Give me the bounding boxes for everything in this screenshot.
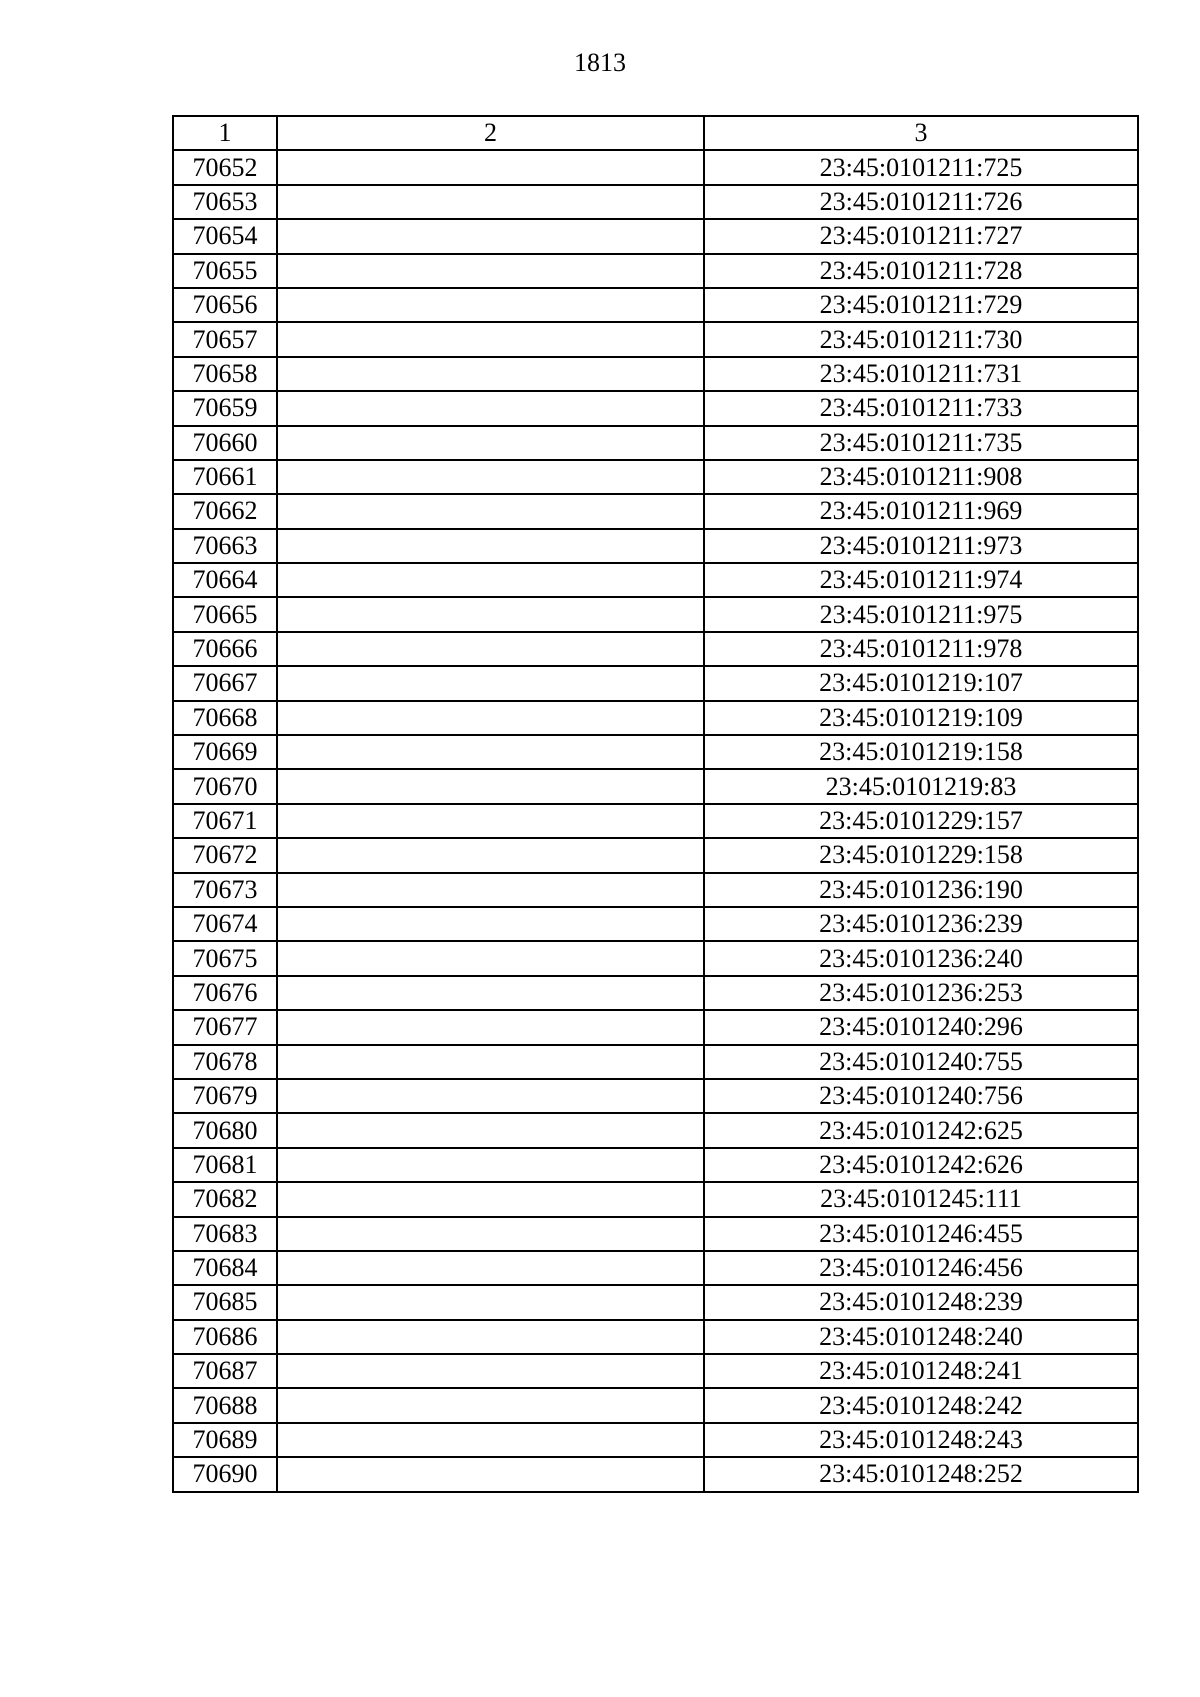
cadastral-number-cell: 23:45:0101219:83 — [704, 769, 1138, 803]
row-number-cell: 70662 — [173, 494, 277, 528]
row-empty-cell — [277, 632, 704, 666]
cadastral-number-cell: 23:45:0101211:730 — [704, 322, 1138, 356]
cadastral-number-cell: 23:45:0101211:735 — [704, 426, 1138, 460]
table-row — [173, 150, 1138, 184]
cadastral-number-cell: 23:45:0101211:731 — [704, 357, 1138, 391]
row-empty-cell — [277, 838, 704, 872]
cadastral-number-cell: 23:45:0101211:969 — [704, 494, 1138, 528]
table-row — [173, 735, 1138, 769]
table-row — [173, 666, 1138, 700]
row-number-cell: 70664 — [173, 563, 277, 597]
row-empty-cell — [277, 322, 704, 356]
table-row — [173, 769, 1138, 803]
table-row — [173, 1217, 1138, 1251]
cadastral-number-cell: 23:45:0101211:725 — [704, 150, 1138, 184]
cadastral-number-cell: 23:45:0101211:733 — [704, 391, 1138, 425]
table-row — [173, 838, 1138, 872]
row-number-cell: 70683 — [173, 1217, 277, 1251]
cadastral-number-cell: 23:45:0101219:109 — [704, 701, 1138, 735]
row-number-cell: 70689 — [173, 1423, 277, 1457]
row-empty-cell — [277, 1457, 704, 1491]
table-row — [173, 1354, 1138, 1388]
row-number-cell: 70670 — [173, 769, 277, 803]
row-number-cell: 70681 — [173, 1148, 277, 1182]
table-row — [173, 426, 1138, 460]
table-row — [173, 254, 1138, 288]
row-empty-cell — [277, 976, 704, 1010]
cadastral-number-cell: 23:45:0101236:190 — [704, 873, 1138, 907]
table-row — [173, 1320, 1138, 1354]
row-empty-cell — [277, 941, 704, 975]
row-number-cell: 70659 — [173, 391, 277, 425]
row-empty-cell — [277, 391, 704, 425]
row-empty-cell — [277, 288, 704, 322]
row-number-cell: 70668 — [173, 701, 277, 735]
row-empty-cell — [277, 907, 704, 941]
row-number-cell: 70663 — [173, 529, 277, 563]
row-number-cell: 70687 — [173, 1354, 277, 1388]
cadastral-number-cell: 23:45:0101248:243 — [704, 1423, 1138, 1457]
row-empty-cell — [277, 1320, 704, 1354]
row-number-cell: 70674 — [173, 907, 277, 941]
cadastral-number-cell: 23:45:0101236:240 — [704, 941, 1138, 975]
row-empty-cell — [277, 1217, 704, 1251]
row-empty-cell — [277, 426, 704, 460]
cadastral-number-cell: 23:45:0101240:296 — [704, 1010, 1138, 1044]
cadastral-number-cell: 23:45:0101242:626 — [704, 1148, 1138, 1182]
row-number-cell: 70667 — [173, 666, 277, 700]
cadastral-number-cell: 23:45:0101211:727 — [704, 219, 1138, 253]
row-empty-cell — [277, 1045, 704, 1079]
row-empty-cell — [277, 1388, 704, 1422]
table-row — [173, 219, 1138, 253]
table-header — [173, 116, 1138, 150]
row-number-cell: 70677 — [173, 1010, 277, 1044]
row-empty-cell — [277, 529, 704, 563]
table-row — [173, 563, 1138, 597]
row-number-cell: 70685 — [173, 1285, 277, 1319]
row-number-cell: 70653 — [173, 185, 277, 219]
table-row — [173, 632, 1138, 666]
page-number: 1813 — [574, 48, 626, 77]
row-number-cell: 70682 — [173, 1182, 277, 1216]
header-col-1: 1 — [173, 116, 277, 150]
table-row — [173, 1182, 1138, 1216]
row-number-cell: 70672 — [173, 838, 277, 872]
row-empty-cell — [277, 1113, 704, 1147]
row-number-cell: 70661 — [173, 460, 277, 494]
cadastral-number-cell: 23:45:0101211:974 — [704, 563, 1138, 597]
table-row — [173, 185, 1138, 219]
cadastral-number-cell: 23:45:0101248:240 — [704, 1320, 1138, 1354]
cadastral-number-cell: 23:45:0101211:726 — [704, 185, 1138, 219]
table-row — [173, 288, 1138, 322]
row-number-cell: 70654 — [173, 219, 277, 253]
row-empty-cell — [277, 804, 704, 838]
cadastral-number-cell: 23:45:0101248:252 — [704, 1457, 1138, 1491]
cadastral-number-cell: 23:45:0101248:241 — [704, 1354, 1138, 1388]
table-row — [173, 597, 1138, 631]
row-empty-cell — [277, 1423, 704, 1457]
row-number-cell: 70669 — [173, 735, 277, 769]
cadastral-number-cell: 23:45:0101248:242 — [704, 1388, 1138, 1422]
table-row — [173, 529, 1138, 563]
table-row — [173, 1251, 1138, 1285]
header-col-2: 2 — [277, 116, 704, 150]
cadastral-number-cell: 23:45:0101229:158 — [704, 838, 1138, 872]
table-row — [173, 1388, 1138, 1422]
row-empty-cell — [277, 1251, 704, 1285]
table-row — [173, 494, 1138, 528]
table-body — [173, 150, 1138, 1491]
cadastral-number-cell: 23:45:0101242:625 — [704, 1113, 1138, 1147]
row-number-cell: 70655 — [173, 254, 277, 288]
table-row — [173, 804, 1138, 838]
row-empty-cell — [277, 1010, 704, 1044]
cadastral-number-cell: 23:45:0101248:239 — [704, 1285, 1138, 1319]
row-empty-cell — [277, 357, 704, 391]
row-empty-cell — [277, 254, 704, 288]
row-empty-cell — [277, 1285, 704, 1319]
row-empty-cell — [277, 1079, 704, 1113]
row-number-cell: 70657 — [173, 322, 277, 356]
cadastral-number-cell: 23:45:0101211:728 — [704, 254, 1138, 288]
header-row — [173, 116, 1138, 150]
row-number-cell: 70678 — [173, 1045, 277, 1079]
cadastral-number-cell: 23:45:0101240:756 — [704, 1079, 1138, 1113]
row-empty-cell — [277, 735, 704, 769]
row-number-cell: 70652 — [173, 150, 277, 184]
table-row — [173, 357, 1138, 391]
cadastral-number-cell: 23:45:0101246:455 — [704, 1217, 1138, 1251]
row-empty-cell — [277, 150, 704, 184]
row-empty-cell — [277, 460, 704, 494]
row-number-cell: 70690 — [173, 1457, 277, 1491]
cadastral-number-cell: 23:45:0101211:908 — [704, 460, 1138, 494]
row-empty-cell — [277, 1148, 704, 1182]
table-row — [173, 907, 1138, 941]
table-row — [173, 322, 1138, 356]
row-empty-cell — [277, 1354, 704, 1388]
row-number-cell: 70684 — [173, 1251, 277, 1285]
cadastral-number-cell: 23:45:0101211:729 — [704, 288, 1138, 322]
table-row — [173, 1079, 1138, 1113]
row-number-cell: 70680 — [173, 1113, 277, 1147]
header-col-3: 3 — [704, 116, 1138, 150]
table-row — [173, 1423, 1138, 1457]
row-number-cell: 70673 — [173, 873, 277, 907]
row-number-cell: 70671 — [173, 804, 277, 838]
cadastral-number-cell: 23:45:0101246:456 — [704, 1251, 1138, 1285]
row-empty-cell — [277, 219, 704, 253]
cadastral-number-cell: 23:45:0101236:253 — [704, 976, 1138, 1010]
row-number-cell: 70658 — [173, 357, 277, 391]
row-empty-cell — [277, 185, 704, 219]
row-empty-cell — [277, 701, 704, 735]
row-empty-cell — [277, 873, 704, 907]
table-row — [173, 1457, 1138, 1491]
table-row — [173, 873, 1138, 907]
table-row — [173, 1045, 1138, 1079]
table-row — [173, 460, 1138, 494]
row-empty-cell — [277, 1182, 704, 1216]
cadastral-number-cell: 23:45:0101236:239 — [704, 907, 1138, 941]
row-empty-cell — [277, 494, 704, 528]
cadastral-number-cell: 23:45:0101211:978 — [704, 632, 1138, 666]
table-row — [173, 1113, 1138, 1147]
table-row — [173, 976, 1138, 1010]
row-number-cell: 70676 — [173, 976, 277, 1010]
table-row — [173, 701, 1138, 735]
row-empty-cell — [277, 666, 704, 700]
registry-table — [172, 115, 1139, 1493]
row-number-cell: 70686 — [173, 1320, 277, 1354]
row-number-cell: 70675 — [173, 941, 277, 975]
cadastral-number-cell: 23:45:0101219:107 — [704, 666, 1138, 700]
row-empty-cell — [277, 769, 704, 803]
cadastral-number-cell: 23:45:0101240:755 — [704, 1045, 1138, 1079]
row-number-cell: 70688 — [173, 1388, 277, 1422]
cadastral-number-cell: 23:45:0101229:157 — [704, 804, 1138, 838]
row-number-cell: 70666 — [173, 632, 277, 666]
table-row — [173, 1010, 1138, 1044]
row-number-cell: 70679 — [173, 1079, 277, 1113]
cadastral-number-cell: 23:45:0101245:111 — [704, 1182, 1138, 1216]
cadastral-number-cell: 23:45:0101211:975 — [704, 597, 1138, 631]
cadastral-number-cell: 23:45:0101219:158 — [704, 735, 1138, 769]
row-empty-cell — [277, 597, 704, 631]
row-empty-cell — [277, 563, 704, 597]
table-row — [173, 1148, 1138, 1182]
row-number-cell: 70656 — [173, 288, 277, 322]
table-row — [173, 391, 1138, 425]
table-row — [173, 941, 1138, 975]
table-row — [173, 1285, 1138, 1319]
row-number-cell: 70665 — [173, 597, 277, 631]
cadastral-number-cell: 23:45:0101211:973 — [704, 529, 1138, 563]
row-number-cell: 70660 — [173, 426, 277, 460]
